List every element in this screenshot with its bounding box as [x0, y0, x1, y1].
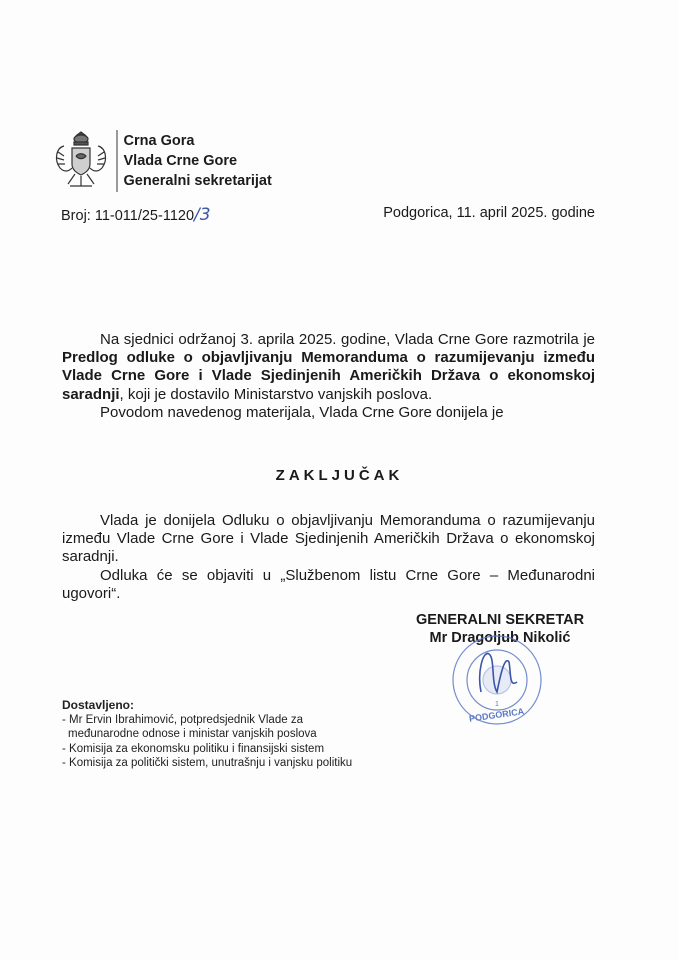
svg-text:PODGORICA: PODGORICA: [468, 706, 525, 724]
office-name: Generalni sekretarijat: [123, 173, 272, 189]
proposal-title: Predlog odluke o objavljivanju Memoranduma o razumijevanju između Vlade Crne Gore i Vlade Sjedinjenih Američkih Država o ekonomskoj saradnji: [62, 349, 595, 403]
country-name: Crna Gora: [123, 133, 195, 149]
distribution-item: - Komisija za politički sistem, unutrašnju i vanjsku politiku: [62, 757, 353, 769]
conclusion-paragraph-1: Vlada je donijela Odluku o objavljivanju Memoranduma o razumijevanju između Vlade Crne Gore i Vlade Sjedinjenih Američkih Država o ekonomskoj saradnji.: [62, 512, 595, 566]
government-name: Vlada Crne Gore: [123, 153, 238, 169]
distribution-item: - Komisija za ekonomsku politiku i finansijski sistem: [62, 742, 325, 755]
distribution-item: - Mr Ervin Ibrahimović, potpredsjednik Vlade za: [62, 713, 303, 726]
reference-number: Broj: 11-011/25-1120/3: [61, 205, 211, 225]
distribution-list: [62, 698, 352, 771]
reference-line: [61, 205, 595, 225]
handwritten-suffix: /3: [194, 205, 211, 225]
coat-of-arms-icon: [52, 128, 110, 194]
conclusion-body: [62, 512, 595, 603]
intro-paragraphs: [62, 331, 595, 422]
conclusion-paragraph-2: Odluka će se objaviti u „Službenom listu Crne Gore – Međunarodni ugovori“.: [62, 566, 595, 602]
signatory-title: GENERALNI SEKRETAR: [415, 612, 585, 628]
conclusion-heading: ZAKLJUČAK: [275, 467, 404, 484]
official-stamp-icon: [447, 632, 547, 727]
distribution-item: međunarodne odnose i ministar vanjskih poslova: [68, 728, 317, 740]
distribution-title: Dostavljeno:: [62, 698, 135, 712]
place-date: Podgorica, 11. april 2025. godine: [383, 205, 595, 221]
letterhead-divider: [116, 130, 118, 192]
svg-text:1: 1: [495, 701, 499, 708]
letterhead: [52, 128, 272, 194]
session-paragraph: Na sjednici održanoj 3. aprila 2025. godine, Vlada Crne Gore razmotrila je Predlog odluke o objavljivanju Memoranduma o razumijevanju između Vlade Crne Gore i Vlade Sjedinjenih Američkih Država o ekonomskoj saradnji, koji je dostavilo Ministarstvo vanjskih poslova.: [62, 331, 595, 403]
signatory-name: Mr Dragoljub Nikolić: [429, 630, 571, 646]
adopted-paragraph: Povodom navedenog materijala, Vlada Crne Gore donijela je: [100, 403, 504, 421]
